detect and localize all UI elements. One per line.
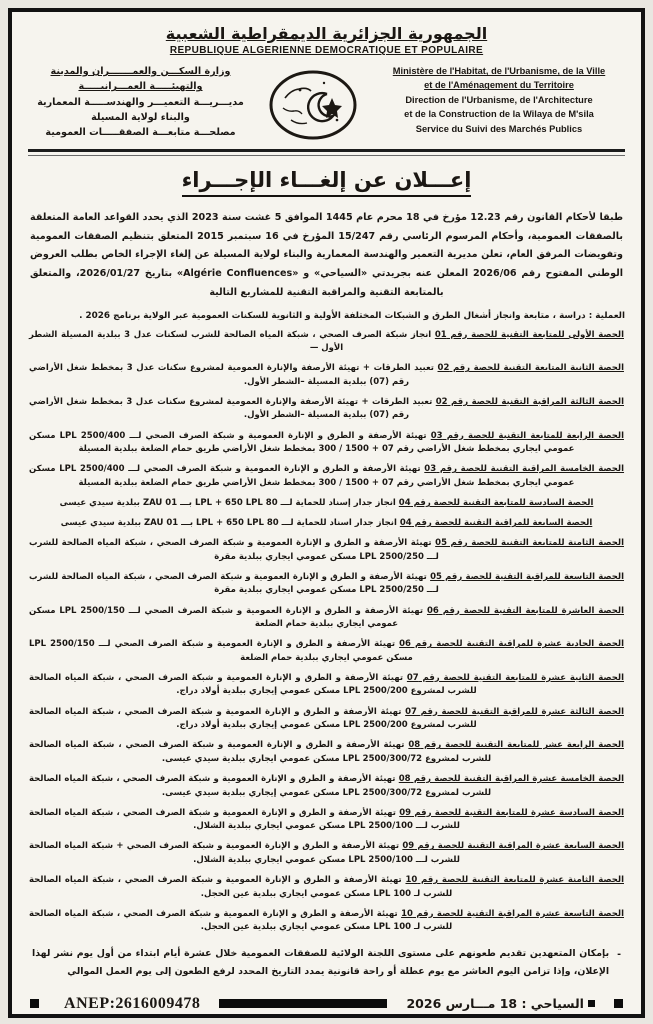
journal-date [406, 996, 594, 1011]
lot-item [29, 571, 624, 598]
lots-list [29, 329, 624, 935]
lot-item-body: تهيئة الأرصفة و الطرق و الإنارة العمومية و شبكة الصرف الصحي + شبكة المياه الصالحة للشرب لـــ LPL 2500/100 مسكن عمومي ايجاري ببلدية الشلال. [29, 841, 460, 865]
ministry-ar-line: مصلحـــة متابعـــة الصفقـــــات العمومية [45, 127, 236, 139]
ministry-ar-line: والبناء لولاية المسيلة [91, 112, 190, 124]
footer [28, 995, 625, 1013]
lot-item-body: تهيئة الأرصفة و الطرق و الإنارة العمومية و شبكة الصرف الصحي لـــ LPL 2500/150 مسكن عمومي ايجاري ببلدية حمام الضلعة [29, 639, 413, 663]
ministry-fr-line: Direction de l'Urbanisme, de l'Architecture [405, 94, 593, 105]
lot-item [29, 874, 624, 901]
intro-paragraph: طبقا لأحكام القانون رقم 12.23 مؤرخ في 18 محرم عام 1445 الموافق 5 غشت سنة 2023 الذي يحدد القواعد العامة المتعلقة بالصفقات العمومية، وأحكام المرسوم الرئاسي رقم 15/247 المؤرخ في 16 سبتمبر 2015 المتعلق بتنظيم الصفقات العمومية وتفويضات المرفق العام، تعلن مديرية التعمير والهندسة المعمارية والبناء لولاية المسيلة عن إلغاء الإجراء الخاص بطلب العروض الوطني المفتوح رقم 2026/06 المعلن عنه بجريدتي «السياحي» و «Algérie Confluences» بتاريخ 2026/01/27، والمتعلق بالمتابعة التقنية والمراقبة التقنية للمشاريع التالية [30, 212, 623, 298]
country-title-french: REPUBLIQUE ALGERIENNE DEMOCRATIQUE ET POPULAIRE [169, 45, 484, 56]
national-emblem-icon [263, 64, 363, 142]
lot-item-body: تعبيد الطرقات + تهيئة الأرصفة والإنارة العمومية لمشروع سكنات عدل 3 بمخطط شغل الأراضي رقم (07) ببلدية المسيلة –الشطر الأول. [29, 396, 436, 421]
lot-item [29, 672, 624, 699]
lot-item-lead: الحصة الثانية عشرة للمتابعة التقنية للحصة رقم 07 [406, 672, 624, 683]
ministry-ar-line: مديـــريـــة التعميـــر والهندســـــة المعمارية [37, 96, 244, 108]
lot-item-body: تهيئة الأرصفة و الطرق و الإنارة العمومية و شبكة الصرف الصحي ، شبكة المياه الصالحة للشرب لـــ LPL 2500/250 مسكن عمومي ايجاري ببلدية مقرة [29, 538, 439, 562]
dash-bullet: - [617, 948, 621, 960]
lot-item-body: تهيئة الأرصفة و الطرق و الإنارة العمومية و شبكة الصرف الصحي ، شبكة المياه الصالحة للشرب لمشروع LPL 2500/300/72 مسكن عمومي ايجاري ببلدية سيدي عيسى. [29, 740, 492, 764]
lot-item-lead: الحصة الخامسة عشرة المراقبة التقنية للحصة رقم 08 [398, 773, 624, 784]
ministry-ar-line: وزارة السكـــن والعمـــــــران والمدينة [50, 66, 231, 77]
lot-item-body: انجاز جدار اسناد للحماية لـــ 80 LPL + 650 LPL بـــ ZAU 01 ببلدية سيدي عيسى [60, 518, 400, 529]
appeal-note-text: بإمكان المتعهدين تقديم طعونهم على مستوى اللجنة الولائية للصفقات العمومية خلال عشرة أيام ابتداء من أول يوم نشر لهذا الإعلان، وإذا تزامن اليوم العاشر مع يوم عطلة أو راحة قانونية يمدد التاريخ المحدد لرفع الطعون إلى يوم العمل الموالي [32, 947, 610, 977]
lot-item-lead: الحصة الثامنة للمتابعة التقنية للحصة رقم 05 [435, 538, 624, 549]
lot-item-body: تهيئة الأرصفة و الطرق و الإنارة العمومية و شبكة الصرف الصحي ، شبكة المياه الصالحة للشرب لـــ LPL 2500/100 مسكن عمومي ايجاري ببلدية الشلال. [29, 807, 460, 832]
lot-item-lead: الحصة التاسعة عشرة المراقبة التقنية للحصة رقم 10 [401, 908, 624, 919]
lot-item-lead: الحصة السادسة عشرة للمتابعة التقنية للحصة رقم 09 [399, 807, 624, 818]
header-divider [28, 149, 625, 156]
lot-item [29, 362, 624, 389]
lot-item-lead: الحصة الرابعة للمتابعة التقنية للحصة رقم 03 [430, 430, 624, 441]
ministry-fr-line: Service du Suivi des Marchés Publics [415, 123, 583, 134]
anep-reference: ANEP:2616009478 [64, 994, 201, 1012]
lot-item [29, 329, 624, 356]
footer-corner-mark-right [614, 999, 623, 1008]
ministry-fr-line: et de l'Aménagement du Territoire [424, 80, 574, 91]
lot-item-lead: الحصة السادسة للمتابعة التقنية للحصة رقم 04 [398, 497, 594, 508]
lot-item [29, 706, 624, 733]
lot-item [29, 517, 624, 531]
ministry-block-french [373, 64, 625, 136]
lot-item-body: تعبيد الطرقات + تهيئة الأرصفة والإنارة العمومية لمشروع سكنات عدل 3 بمخطط شغل الأراضي رقم (07) ببلدية المسيلة –الشطر الأول. [29, 363, 438, 387]
lot-item-lead: الحصة الحادية عشرة للمراقبة التقنية للحصة رقم 06 [399, 639, 625, 650]
lot-item [29, 908, 624, 935]
lot-item [29, 605, 624, 632]
operation-line: العملية : دراسة ، متابعة وانجاز أشغال الطرق و الشبكات المختلفة الأولية و الثانوية للسكنات العمومية عبر الولاية برنامج 2026 . [79, 310, 625, 321]
lot-item [29, 497, 624, 511]
lot-item [29, 537, 624, 564]
ministry-fr-line: et de la Construction de la Wilaya de M'sila [404, 109, 594, 120]
lot-item-lead: الحصة الأولى للمتابعة التقنية للحصة رقم 01 [434, 329, 624, 340]
lot-item-lead: الحصة العاشرة للمتابعة التقنية للحصة رقم 06 [426, 605, 625, 616]
lot-item [29, 840, 624, 867]
lot-item [29, 396, 624, 423]
lot-item-body: تهيئة الأرصفة و الطرق و الإنارة العمومية و شبكة الصرف الصحي ، شبكة المياه الصالحة للشرب لمشروع LPL 2500/200 مسكن عمومي إيجاري ببلدية أولاد دراج. [29, 706, 477, 731]
lot-item-body: تهيئة الأرصفة و الطرق و الإنارة العمومية و شبكة الصرف الصحي ، شبكة المياه الصالحة للشرب لـ LPL 100 مسكن عمومي ايجاري ببلدية عين الحجل. [29, 875, 453, 899]
lot-item-lead: الحصة الرابعة عشر للمتابعة التقنية للحصة رقم 08 [408, 740, 624, 751]
ministry-block-arabic [28, 64, 253, 141]
scanned-announcement-page [8, 8, 645, 1018]
lot-item-lead: الحصة التاسعة للمراقبة التقنية للحصة رقم 05 [430, 571, 625, 582]
ministry-fr-line: Ministère de l'Habitat, de l'Urbanisme, de la Ville [392, 66, 606, 76]
lot-item-body: انجاز شبكة الصرف الصحي ، شبكة المياه الصالحة للشرب لسكنات عدل 3 ببلدية المسيلة الشطر الأول — [29, 329, 435, 354]
footer-corner-mark-left [30, 999, 39, 1008]
lot-item-lead: الحصة الثالثة المراقبة التقنية للحصة رقم 02 [435, 396, 624, 407]
lot-item [29, 463, 624, 490]
lot-item [29, 739, 624, 766]
country-title-arabic: الجمهورية الجزائرية الديمقراطية الشعبية [165, 24, 488, 43]
lot-item-lead: الحصة السابعة عشرة المراقبة التقنية للحصة رقم 09 [402, 841, 624, 852]
announcement-title: إعـــلان عن إلغـــاء الإجـــراء [182, 168, 472, 197]
lot-item-lead: الحصة السابعة للمراقبة التقنية للحصة رقم 04 [399, 518, 593, 529]
lot-item-body: تهيئة الأرصفة و الطرق و الإنارة العمومية و شبكة الصرف الصحي ، شبكة المياه الصالحة للشرب لـ LPL 100 مسكن عمومي ايجاري ببلدية عين الحجل. [29, 908, 453, 933]
square-bullet-icon [588, 1000, 595, 1007]
lot-item-lead: الحصة الثالثة عشرة للمراقبة التقنية للحصة رقم 07 [405, 706, 624, 717]
lot-item-body: تهيئة الأرصفة و الطرق و الإنارة العمومية و شبكة الصرف الصحي ، شبكة المياه الصالحة للشرب لـــ LPL 2500/250 مسكن عمومي ايجاري ببلدية مقرة [29, 571, 439, 596]
lot-item-body: انجاز جدار إسناد للحماية لـــ 80 LPL + 650 LPL بـــ ZAU 01 ببلدية سيدي عيسى [59, 497, 399, 508]
lot-item [29, 807, 624, 834]
lot-item [29, 430, 624, 457]
appeal-note [32, 945, 621, 981]
lot-item-body: تهيئة الأرصفة و الطرق و الإنارة العمومية و شبكة الصرف الصحي لـــ LPL 2500/400 مسكن عمومي ايجاري بمخطط شغل الأراضي رقم 07 + 1500 / 300 بمخطط شغل الأراضي طريق حمام الضلعة ببلدية المسيلة [29, 430, 575, 455]
lot-item [29, 638, 624, 665]
lot-item-body: تهيئة الأرصفة و الطرق و الإنارة العمومية و شبكة الصرف الصحي لـــ LPL 2500/400 مسكن عمومي ايجاري بمخطط شغل الأراضي رقم 07 + 1500 / 300 بمخطط شغل الأراضي طريق حمام الضلعة ببلدية المسيلة [29, 464, 575, 488]
journal-date-text: السياحي : 18 مـــارس 2026 [406, 996, 584, 1012]
lot-item-lead: الحصة الثامنة عشرة للمتابعة التقنية للحصة رقم 10 [405, 875, 624, 886]
lot-item-lead: الحصة الثانية المتابعة التقنية للحصة رقم 02 [437, 363, 624, 374]
lot-item-lead: الحصة الخامسة المراقبة التقنية للحصة رقم 03 [424, 464, 625, 475]
lot-item-body: تهيئة الأرصفة و الطرق و الإنارة العمومية و شبكة الصرف الصحي لـــ LPL 2500/150 مسكن عمومي ايجاري ببلدية حمام الضلعة [29, 605, 427, 630]
ministry-ar-line: والتهيئـــــة العمـــرانيـــــة [78, 81, 203, 93]
lot-item-body: تهيئة الأرصفة و الطرق و الإنارة العمومية و شبكة الصرف الصحي ، شبكة المياه الصالحة للشرب لمشروع LPL 2500/200 مسكن عمومي إيجاري ببلدية أولاد دراج. [29, 672, 477, 697]
lot-item [29, 773, 624, 800]
footer-separator-bar [219, 999, 387, 1008]
lot-item-body: تهيئة الأرصفة و الطرق و الإنارة العمومية و شبكة الصرف الصحي ، شبكة المياه الصالحة للشرب لمشروع LPL 2500/300/72 مسكن عمومي إيجاري ببلدية سيدي عيسى. [29, 773, 492, 798]
letterhead [28, 64, 625, 142]
